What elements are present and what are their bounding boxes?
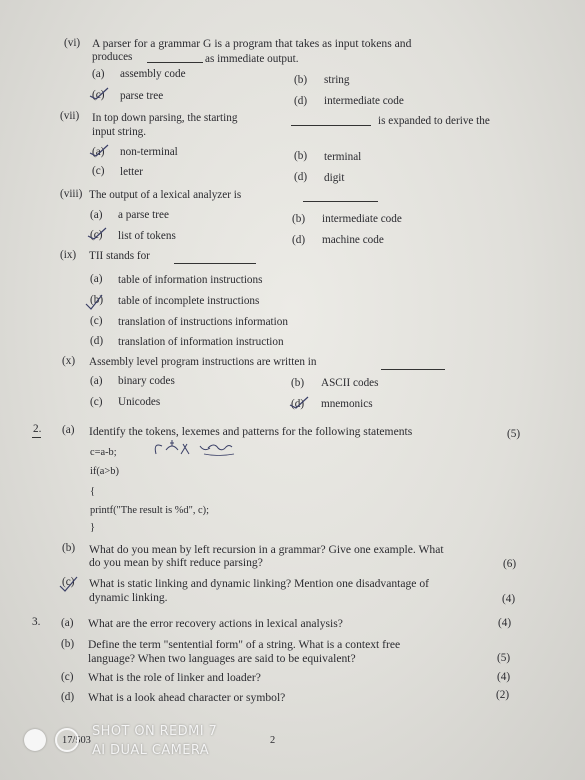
- blank-line: [303, 201, 378, 202]
- code-line: if(a>b): [90, 466, 119, 477]
- paper-code: 17/503: [62, 735, 91, 746]
- code-line: printf("The result is %d", c);: [90, 505, 209, 516]
- q-vii-line1-post: is expanded to derive the: [378, 115, 490, 127]
- q-ix-number: (ix): [60, 249, 77, 261]
- blank-line: [381, 369, 445, 370]
- option-text: translation of instructions information: [118, 316, 288, 328]
- q-viii-line1: The output of a lexical analyzer is: [89, 189, 242, 201]
- option-text: string: [324, 74, 350, 86]
- camera-watermark: [92, 722, 217, 760]
- handwritten-tick-mark: [88, 143, 110, 159]
- option-key: (d): [292, 234, 306, 246]
- q2b-line1: What do you mean by left recursion in a grammar? Give one example. What: [89, 543, 444, 556]
- q2b-key: (b): [62, 542, 76, 554]
- blank-line: [147, 62, 203, 63]
- option-key: (b): [291, 377, 305, 389]
- option-key: (a): [90, 273, 103, 285]
- option-key: (b): [90, 294, 104, 306]
- option-text: parse tree: [120, 90, 164, 102]
- handwritten-tick-mark: [86, 226, 108, 242]
- option-text: non-terminal: [120, 146, 178, 158]
- option-key: (c): [92, 165, 105, 177]
- q-x-number: (x): [62, 355, 76, 367]
- q2c-line1: What is static linking and dynamic linking? Mention one disadvantage of: [89, 577, 430, 590]
- q3b-line1: Define the term "sentential form" of a string. What is a context free: [88, 638, 401, 651]
- q3a-text: What are the error recovery actions in lexical analysis?: [88, 617, 343, 630]
- q3b-key: (b): [61, 638, 75, 650]
- code-line: {: [90, 486, 95, 497]
- q3a-key: (a): [61, 617, 74, 629]
- handwritten-tick-mark: [84, 292, 106, 312]
- q3d-text: What is a look ahead character or symbol?: [88, 691, 286, 704]
- watermark-line1: SHOT ON REDMI 7: [92, 724, 218, 739]
- option-text: machine code: [322, 234, 384, 246]
- q-vii-line2: input string.: [92, 126, 147, 138]
- option-text: ASCII codes: [321, 377, 379, 389]
- q2a-marks: (5): [507, 428, 521, 440]
- handwritten-tick-mark: [88, 86, 110, 102]
- option-key: (c): [90, 229, 103, 241]
- q3d-marks: (2): [496, 689, 510, 701]
- option-text: letter: [120, 166, 143, 178]
- q2a-key: (a): [62, 424, 75, 436]
- q2c-key: (c): [62, 576, 75, 588]
- option-text: digit: [324, 172, 345, 184]
- q-vi-line1: A parser for a grammar G is a program that takes as input tokens and: [92, 37, 412, 50]
- q3b-marks: (5): [497, 652, 511, 664]
- q-viii-number: (viii): [60, 188, 83, 200]
- blank-line: [174, 263, 256, 264]
- q-vi-number: (vi): [64, 37, 81, 49]
- option-text: terminal: [324, 151, 362, 163]
- q3c-text: What is the role of linker and loader?: [88, 671, 261, 684]
- watermark-line2: AI DUAL CAMERA: [92, 743, 210, 758]
- option-text: binary codes: [118, 375, 175, 387]
- handwritten-scribble: [150, 434, 245, 464]
- option-text: Unicodes: [118, 396, 161, 408]
- code-line: c=a-b;: [90, 447, 117, 458]
- option-key: (b): [294, 74, 308, 86]
- q2b-line2: do you mean by shift reduce parsing?: [89, 556, 263, 569]
- watermark-ring-icon: [55, 728, 79, 752]
- option-key: (b): [294, 150, 308, 162]
- q2a-text: Identify the tokens, lexemes and patterns for the following statements: [89, 425, 413, 438]
- handwritten-tick-mark: [57, 574, 81, 594]
- q-vii-number: (vii): [60, 110, 80, 122]
- q2b-marks: (6): [503, 558, 517, 570]
- option-text: intermediate code: [324, 95, 404, 107]
- q3c-key: (c): [61, 671, 74, 683]
- q-vii-line1-pre: In top down parsing, the starting: [92, 112, 238, 124]
- option-key: (a): [90, 375, 103, 387]
- option-key: (c): [90, 315, 103, 327]
- option-text: a parse tree: [118, 209, 169, 221]
- option-key: (d): [294, 171, 308, 183]
- q2c-line2: dynamic linking.: [89, 591, 168, 604]
- q3-number: 3.: [32, 616, 41, 628]
- option-key: (b): [292, 213, 306, 225]
- q-ix-line1: TII stands for: [89, 250, 150, 262]
- q3b-line2: language? When two languages are said to be equivalent?: [88, 652, 356, 665]
- handwritten-tick-mark: [288, 395, 310, 411]
- option-text: list of tokens: [118, 230, 176, 242]
- option-text: table of incomplete instructions: [118, 295, 260, 307]
- option-key: (d): [294, 95, 308, 107]
- option-text: mnemonics: [321, 398, 373, 410]
- blank-line: [291, 125, 371, 126]
- q3a-marks: (4): [498, 617, 512, 629]
- q-vi-line2-pre: produces: [92, 51, 133, 63]
- option-key: (a): [90, 209, 103, 221]
- option-text: table of information instructions: [118, 274, 263, 286]
- q2c-marks: (4): [502, 593, 516, 605]
- option-key: (c): [90, 396, 103, 408]
- option-key: (d): [90, 335, 104, 347]
- option-text: assembly code: [120, 68, 186, 80]
- option-key: (c): [92, 89, 105, 101]
- option-key: (a): [92, 146, 105, 158]
- option-text: intermediate code: [322, 213, 402, 225]
- page-number: 2: [270, 735, 276, 746]
- option-key: (d): [291, 398, 305, 410]
- option-text: translation of information instruction: [118, 336, 284, 348]
- code-line: }: [90, 522, 95, 533]
- q3c-marks: (4): [497, 671, 511, 683]
- q-x-line1: Assembly level program instructions are written in: [89, 356, 317, 368]
- underline: [32, 437, 41, 438]
- q3d-key: (d): [61, 691, 75, 703]
- option-key: (a): [92, 68, 105, 80]
- watermark-dot-icon: [24, 729, 46, 751]
- q2-number: 2.: [33, 423, 42, 435]
- q-vi-line2-post: as immediate output.: [205, 53, 299, 65]
